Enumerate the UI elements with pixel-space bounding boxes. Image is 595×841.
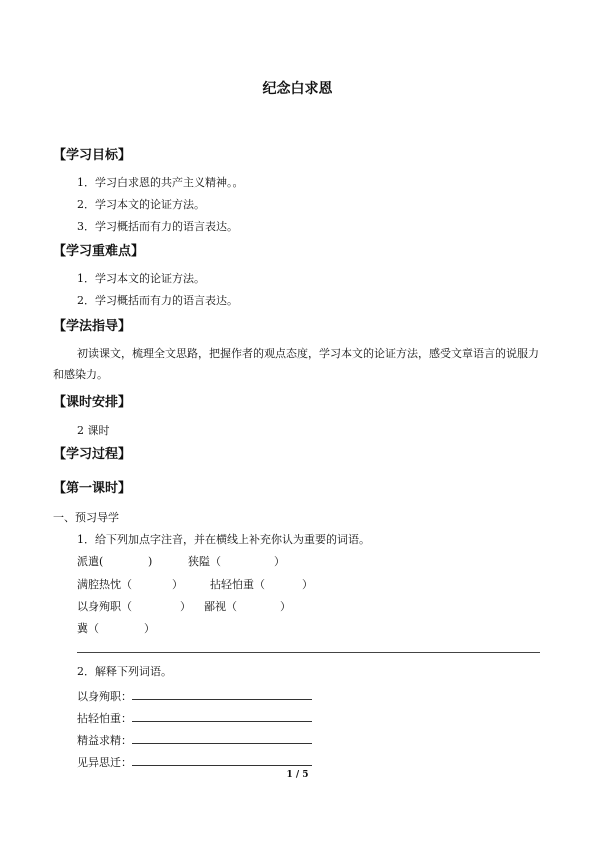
word-nianqing: 拈轻怕重（ bbox=[210, 578, 265, 591]
term-row-1 bbox=[77, 688, 312, 704]
term-label: 见异思迁： bbox=[77, 756, 132, 769]
preview-section-label: 一、预习导学 bbox=[53, 511, 119, 524]
heading-key-points: 【学习重难点】 bbox=[53, 244, 145, 259]
answer-blank[interactable] bbox=[132, 732, 312, 744]
word-paiqian-close: ) bbox=[148, 555, 153, 568]
goal-item-1: 1．学习白求恩的共产主义精神。。 bbox=[77, 176, 244, 189]
answer-blank[interactable] bbox=[132, 754, 312, 766]
word-bishi-close: ） bbox=[280, 600, 291, 613]
word-paiqian: 派遣( bbox=[77, 555, 104, 568]
word-manqiang-close: ） bbox=[172, 578, 183, 591]
term-label: 精益求精： bbox=[77, 734, 132, 747]
word-xiaai: 狭隘（ bbox=[188, 555, 221, 568]
word-yishen: 以身殉职（ bbox=[77, 600, 132, 613]
key-point-item-2: 2．学习概括而有力的语言表达。 bbox=[77, 294, 238, 307]
word-ji: 冀（ bbox=[77, 622, 99, 635]
word-bishi: 鄙视（ bbox=[204, 600, 237, 613]
word-ji-close: ） bbox=[144, 622, 155, 635]
key-point-item-1: 1．学习本文的论证方法。 bbox=[77, 272, 205, 285]
answer-blank[interactable] bbox=[132, 710, 312, 722]
term-label: 拈轻怕重： bbox=[77, 712, 132, 725]
term-row-4 bbox=[77, 754, 312, 770]
term-label: 以身殉职： bbox=[77, 690, 132, 703]
term-row-2 bbox=[77, 710, 312, 726]
word-nianqing-close: ） bbox=[302, 578, 313, 591]
word-yishen-close: ） bbox=[180, 600, 191, 613]
heading-first-lesson: 【第一课时】 bbox=[53, 481, 132, 496]
answer-line bbox=[77, 652, 540, 653]
heading-schedule: 【课时安排】 bbox=[53, 395, 132, 410]
goal-item-3: 3．学习概括而有力的语言表达。 bbox=[77, 220, 238, 233]
page-number: 1 / 5 bbox=[286, 770, 309, 780]
word-xiaai-close: ） bbox=[274, 555, 285, 568]
term-row-3 bbox=[77, 732, 312, 748]
study-method-text: 初读课文，梳理全文思路，把握作者的观点态度，学习本文的论证方法，感受文章语言的说服力和感染力。 bbox=[53, 347, 539, 381]
answer-blank[interactable] bbox=[132, 688, 312, 700]
question-2: 2．解释下列词语。 bbox=[77, 665, 172, 678]
heading-learning-process: 【学习过程】 bbox=[53, 447, 132, 462]
goal-item-2: 2．学习本文的论证方法。 bbox=[77, 198, 205, 211]
heading-study-method: 【学法指导】 bbox=[53, 319, 132, 334]
word-manqiang: 满腔热忱（ bbox=[77, 578, 132, 591]
question-1: 1．给下列加点字注音，并在横线上补充你认为重要的词语。 bbox=[77, 533, 370, 546]
heading-learning-goals: 【学习目标】 bbox=[53, 148, 132, 163]
schedule-text: 2 课时 bbox=[77, 424, 110, 437]
page-title: 纪念白求恩 bbox=[262, 81, 333, 97]
